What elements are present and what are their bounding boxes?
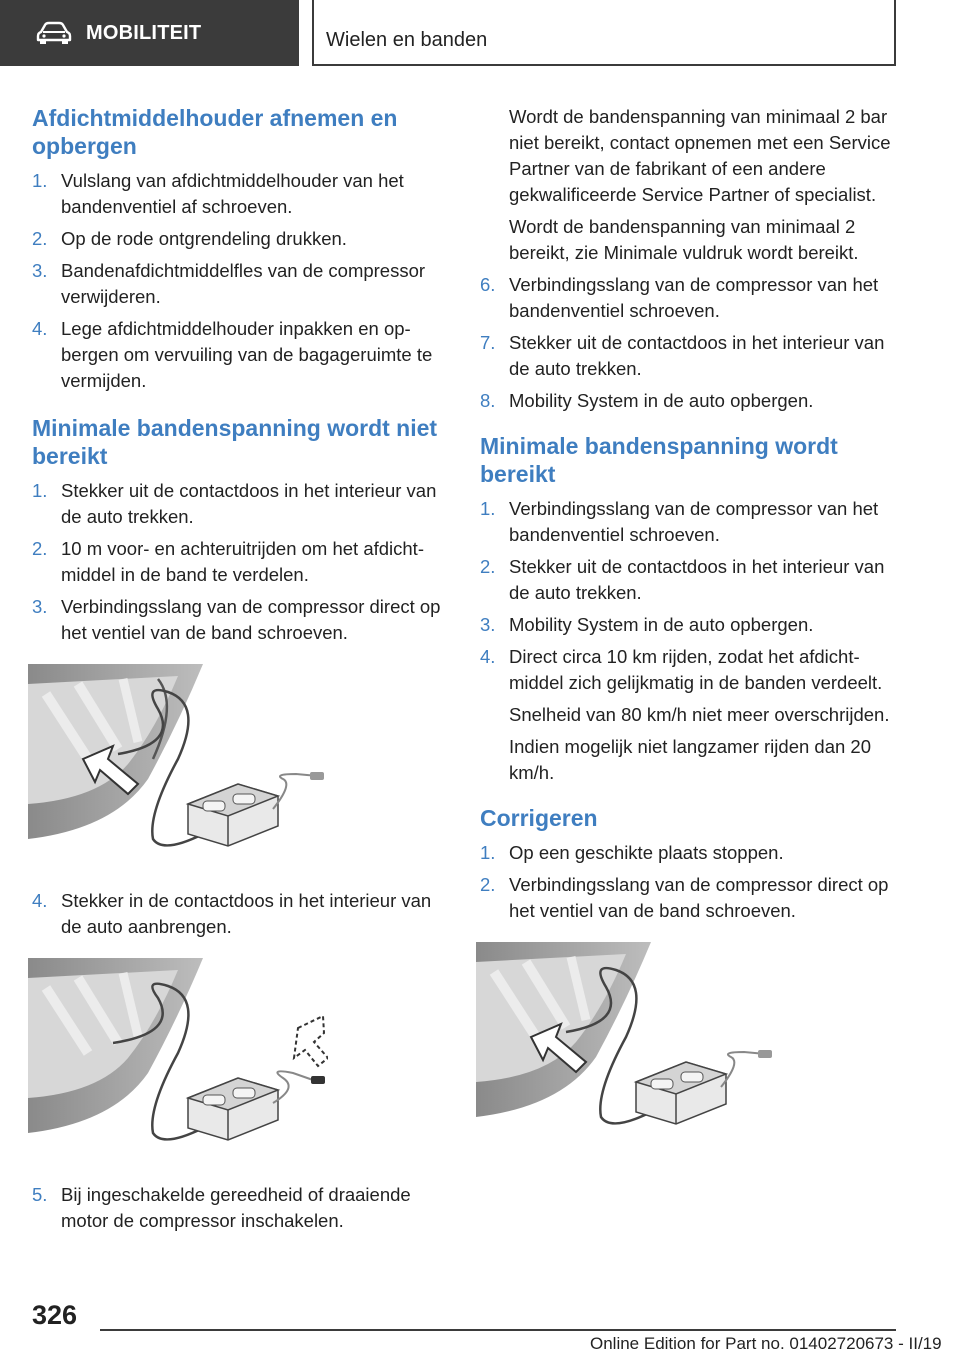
heading-pressure-not-reached: Minimale bandenspanning wordt niet bereikt xyxy=(32,415,438,469)
list-item xyxy=(480,330,900,382)
step-text: Mobility System in de auto opbergen. xyxy=(509,390,814,411)
step-number: 1. xyxy=(480,498,496,519)
step-text: Op een geschikte plaats stoppen. xyxy=(509,842,784,863)
note-paragraph: Snelheid van 80 km/h niet meer overschrijden. xyxy=(509,704,890,725)
step-number: 2. xyxy=(480,556,496,577)
section-label: MOBILITEIT xyxy=(86,21,202,44)
step-text: Stekker in de contactdoos in het interieur van de auto aanbrengen. xyxy=(61,890,432,937)
step-text: Lege afdichtmiddelhouder inpakken en opbergen om vervuiling van de bagageruimte te vermijden. xyxy=(61,318,433,391)
step-text: 10 m voor- en achteruitrijden om het afdichtmiddel in de band te verdelen. xyxy=(61,538,424,585)
list-item xyxy=(480,496,900,548)
info-paragraph: Wordt de bandenspanning van minimaal 2 bar niet bereikt, contact opnemen met een Service Partner van de fabrikant of een andere gekwalificeerde Service Partner of specialist. xyxy=(509,106,891,205)
list-item xyxy=(480,554,900,606)
list-item xyxy=(32,316,452,394)
heading-pressure-reached: Minimale bandenspanning wordt bereikt xyxy=(480,433,838,487)
list-item xyxy=(480,872,900,924)
chapter-box xyxy=(312,0,896,66)
step-number: 1. xyxy=(32,480,48,501)
step-number: 2. xyxy=(480,874,496,895)
car-icon xyxy=(36,21,72,45)
step-text: Op de rode ontgrendeling drukken. xyxy=(61,228,347,249)
step-number: 1. xyxy=(32,170,48,191)
list-item xyxy=(32,888,452,940)
info-paragraph: Wordt de bandenspanning van minimaal 2 bereikt, zie Minimale vuldruk wordt bereikt. xyxy=(509,216,859,263)
heading-correct: Corrigeren xyxy=(480,805,598,831)
step-text: Stekker uit de contactdoos in het interieur van de auto trekken. xyxy=(61,480,437,527)
step-number: 3. xyxy=(32,260,48,281)
list-item xyxy=(32,478,452,530)
page-header xyxy=(0,0,896,66)
step-number: 4. xyxy=(32,318,48,339)
list-item xyxy=(32,1182,452,1234)
page-number: 326 xyxy=(32,1300,78,1330)
list-item xyxy=(32,258,452,310)
step-text: Bij ingeschakelde gereedheid of draaiende motor de compressor inschakelen. xyxy=(61,1184,411,1231)
step-text: Stekker uit de contactdoos in het interieur van de auto trekken. xyxy=(509,332,885,379)
step-number: 6. xyxy=(480,274,496,295)
step-number: 3. xyxy=(32,596,48,617)
step-text: Verbindingsslang van de compressor direct op het ventiel van de band schroeven. xyxy=(509,874,889,921)
section-tab xyxy=(0,0,299,66)
step-number: 3. xyxy=(480,614,496,635)
step-text: Verbindingsslang van de compressor van het bandenventiel schroeven. xyxy=(509,498,879,545)
step-number: 5. xyxy=(32,1184,48,1205)
list-item xyxy=(32,536,452,588)
list-item xyxy=(480,388,900,414)
illustration-compressor-valve xyxy=(28,664,328,864)
edition-note: Online Edition for Part no. 01402720673 - II/19 xyxy=(590,1334,942,1353)
step-number: 7. xyxy=(480,332,496,353)
step-text: Verbindingsslang van de compressor direct op het ventiel van de band schroeven. xyxy=(61,596,441,643)
step-number: 2. xyxy=(32,228,48,249)
step-number: 2. xyxy=(32,538,48,559)
step-number: 1. xyxy=(480,842,496,863)
right-column xyxy=(480,104,900,1166)
list-item xyxy=(480,644,900,696)
list-item xyxy=(480,612,900,638)
list-item xyxy=(480,840,900,866)
step-text: Bandenafdichtmiddelfles van de compressor verwijderen. xyxy=(61,260,426,307)
list-item xyxy=(32,594,452,646)
list-item xyxy=(480,272,900,324)
illustration-compressor-valve-correct xyxy=(476,942,776,1142)
step-text: Verbindingsslang van de compressor van het bandenventiel schroeven. xyxy=(509,274,879,321)
chapter-label: Wielen en banden xyxy=(326,29,488,51)
heading-remove-sealant: Afdichtmiddelhouder afnemen en opbergen xyxy=(32,105,398,159)
step-text: Mobility System in de auto opbergen. xyxy=(509,614,814,635)
step-text: Vulslang van afdichtmiddelhouder van het bandenventiel af schroeven. xyxy=(61,170,404,217)
note-paragraph: Indien mogelijk niet langzamer rijden dan 20 km/h. xyxy=(509,736,871,783)
list-item xyxy=(32,226,452,252)
list-item xyxy=(32,168,452,220)
footer-divider xyxy=(100,1329,896,1331)
step-number: 4. xyxy=(480,646,496,667)
left-column xyxy=(32,104,452,1240)
step-text: Stekker uit de contactdoos in het interieur van de auto trekken. xyxy=(509,556,885,603)
step-number: 4. xyxy=(32,890,48,911)
step-text: Direct circa 10 km rijden, zodat het afdichtmiddel zich gelijkmatig in de banden verdeelt. xyxy=(509,646,883,693)
illustration-compressor-plug xyxy=(28,958,328,1158)
step-number: 8. xyxy=(480,390,496,411)
